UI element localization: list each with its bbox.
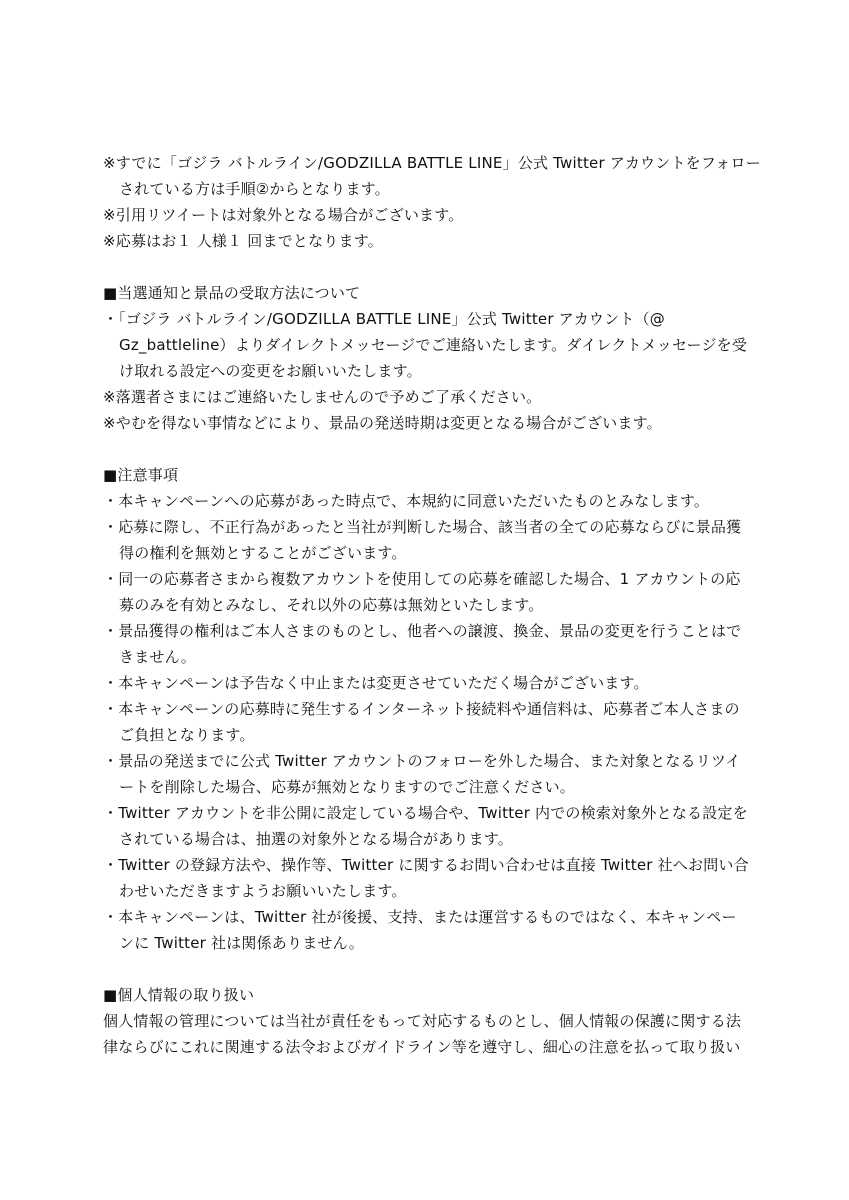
body-line: 律ならびにこれに関連する法令およびガイドライン等を遵守し、細心の注意を払って取り扱い (103, 1038, 741, 1056)
section-spacer (103, 956, 753, 982)
body-line: ・景品の発送までに公式 Twitter アカウントのフォローを外した場合、また対象となるリツイ (103, 752, 741, 770)
body-line: ご負担となります。 (119, 726, 255, 744)
body-line: きません。 (119, 648, 196, 666)
note-line: ※応募はお１ 人様１ 回までとなります。 (103, 232, 383, 250)
body-line: ・景品獲得の権利はご本人さまのものとし、他者への譲渡、換金、景品の変更を行うことはで (103, 622, 742, 640)
section-privacy (103, 982, 753, 1060)
section-heading: ■注意事項 (103, 466, 179, 484)
body-line: 個人情報の管理については当社が責任をもって対応するものとし、個人情報の保護に関する法 (103, 1012, 742, 1030)
section-heading: ■個人情報の取り扱い (103, 986, 255, 1004)
body-line: ・Twitter アカウントを非公開に設定している場合や、Twitter 内での検索対象外となる設定を (103, 804, 748, 822)
section-spacer (103, 254, 753, 280)
document-body (103, 150, 761, 1060)
body-line: Gz_battleline）よりダイレクトメッセージでご連絡いたします。ダイレクトメッセージを受 (119, 336, 748, 354)
body-line: ・本キャンペーンは、Twitter 社が後援、支持、または運営するものではなく、本キャンペー (103, 908, 737, 926)
body-line: ・応募に際し、不正行為があったと当社が判断した場合、該当者の全ての応募ならびに景品獲 (103, 518, 742, 536)
section-spacer (103, 436, 753, 462)
body-line: け取れる設定への変更をお願いいたします。 (119, 362, 422, 380)
body-line: わせいただきますようお願いいたします。 (119, 882, 407, 900)
section-precautions (103, 462, 753, 956)
body-line: ・「ゴジラ バトルライン/GODZILLA BATTLE LINE」公式 Twitter アカウント（@ (103, 310, 665, 328)
body-line: ・本キャンペーンは予告なく中止または変更させていただく場合がございます。 (103, 674, 649, 692)
note-line: ※すでに「ゴジラ バトルライン/GODZILLA BATTLE LINE」公式 Twitter アカウントをフォロー (103, 154, 761, 172)
section-heading: ■当選通知と景品の受取方法について (103, 284, 361, 302)
body-line: 募のみを有効とみなし、それ以外の応募は無効といたします。 (119, 596, 544, 614)
body-line: ※やむを得ない事情などにより、景品の発送時期は変更となる場合がございます。 (103, 414, 662, 432)
body-line: ートを削除した場合、応募が無効となりますのでご注意ください。 (119, 778, 576, 796)
body-line: されている場合は、抽選の対象外となる場合があります。 (119, 830, 514, 848)
body-line: 得の権利を無効とすることがございます。 (119, 544, 407, 562)
body-line: ・同一の応募者さまから複数アカウントを使用しての応募を確認した場合、1 アカウントの応 (103, 570, 741, 588)
note-line: ※引用リツイートは対象外となる場合がございます。 (103, 206, 464, 224)
body-line: ンに Twitter 社は関係ありません。 (119, 934, 364, 952)
note-line: されている方は手順②からとなります。 (119, 180, 390, 198)
body-line: ※落選者さまにはご連絡いたしませんので予めご了承ください。 (103, 388, 542, 406)
top-notes (103, 150, 761, 254)
body-line: ・Twitter の登録方法や、操作等、Twitter に関するお問い合わせは直接 Twitter 社へお問い合 (103, 856, 749, 874)
body-line: ・本キャンペーンへの応募があった時点で、本規約に同意いただいたものとみなします。 (103, 492, 710, 510)
body-line: ・本キャンペーンの応募時に発生するインターネット接続料や通信料は、応募者ご本人さまの (103, 700, 740, 718)
section-winner-notification (103, 280, 753, 436)
